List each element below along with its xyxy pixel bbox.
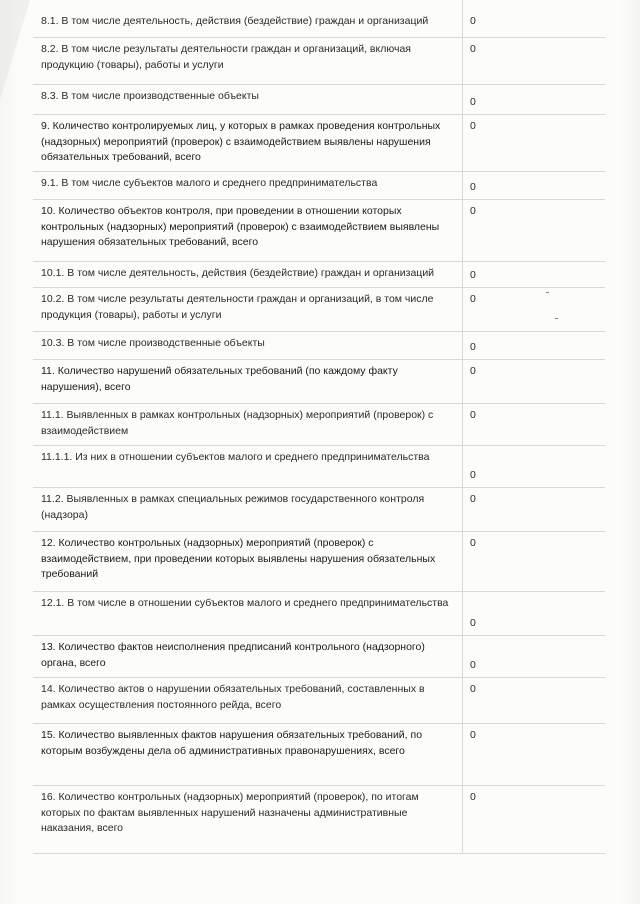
table-row: [33, 115, 605, 172]
row-value: 0: [470, 43, 476, 55]
page-fold-shadow: [0, 0, 30, 100]
table-row: [33, 288, 605, 332]
row-value: 0: [470, 365, 476, 377]
table-row: [33, 0, 605, 38]
row-label: 10.2. В том числе результаты деятельности граждан и организаций, в том числе продукция (товары), работы и услуги: [33, 288, 463, 331]
table-row: [33, 724, 605, 786]
table-row: [33, 678, 605, 724]
report-table: [33, 0, 605, 854]
table-row: [33, 332, 605, 360]
table-row: [33, 200, 605, 262]
row-label: 10.1. В том числе деятельность, действия (бездействие) граждан и организаций: [33, 262, 463, 287]
table-row: [33, 85, 605, 115]
table-row: [33, 404, 605, 446]
table-row: [33, 636, 605, 678]
row-label: 9. Количество контролируемых лиц, у которых в рамках проведения контрольных (надзорных) мероприятий (проверок) с взаимодействием выявлены нарушения обязательных требований, всего: [33, 115, 463, 171]
row-label: 11.1. Выявленных в рамках контрольных (надзорных) мероприятий (проверок) с взаимодействием: [33, 404, 463, 445]
row-value: 0: [470, 409, 476, 421]
row-label: 12.1. В том числе в отношении субъектов малого и среднего предпринимательства: [33, 592, 463, 635]
row-label: 10. Количество объектов контроля, при проведении в отношении которых контрольных (надзорных) мероприятий (проверок) с взаимодействием выявлены нарушения обязательных требований, всего: [33, 200, 463, 261]
table-row: [33, 786, 605, 854]
row-value: 0: [470, 120, 476, 132]
row-value: 0: [470, 658, 476, 671]
table-row: [33, 360, 605, 404]
table-row: [33, 262, 605, 288]
row-value: 0: [470, 95, 476, 108]
row-label: 8.3. В том числе производственные объекты: [33, 85, 463, 114]
row-label: 11.1.1. Из них в отношении субъектов малого и среднего предпринимательства: [33, 446, 463, 487]
row-value: 0: [470, 268, 476, 281]
row-value: 0: [470, 468, 476, 481]
row-label: 14. Количество актов о нарушении обязательных требований, составленных в рамках осуществления постоянного рейда, всего: [33, 678, 463, 723]
row-value: 0: [470, 616, 476, 629]
table-row: [33, 38, 605, 85]
row-value: 0: [470, 791, 476, 803]
row-label: 11. Количество нарушений обязательных требований (по каждому факту нарушения), всего: [33, 360, 463, 403]
row-label: 8.2. В том числе результаты деятельности граждан и организаций, включая продукцию (товары), работы и услуги: [33, 38, 463, 84]
table-row: [33, 532, 605, 592]
row-label: 13. Количество фактов неисполнения предписаний контрольного (надзорного) органа, всего: [33, 636, 463, 677]
row-value: 0: [470, 493, 476, 505]
row-label: 10.3. В том числе производственные объекты: [33, 332, 463, 359]
table-row: [33, 172, 605, 200]
row-label: 11.2. Выявленных в рамках специальных режимов государственного контроля (надзора): [33, 488, 463, 531]
table-row: [33, 488, 605, 532]
row-value: 0: [470, 15, 476, 27]
table-row: [33, 592, 605, 636]
scan-speck: [546, 292, 549, 293]
row-value: 0: [470, 683, 476, 695]
row-value: 0: [470, 537, 476, 549]
row-label: 8.1. В том числе деятельность, действия (бездействие) граждан и организаций: [33, 0, 463, 37]
row-label: 12. Количество контрольных (надзорных) мероприятий (проверок) с взаимодействием, при проведении которых выявлены нарушения обязательных требований: [33, 532, 463, 591]
row-value: 0: [470, 729, 476, 741]
row-value: 0: [470, 293, 476, 305]
scan-speck: [555, 318, 558, 319]
row-value: 0: [470, 180, 476, 193]
table-row: [33, 446, 605, 488]
row-value: 0: [470, 205, 476, 217]
row-label: 9.1. В том числе субъектов малого и среднего предпринимательства: [33, 172, 463, 199]
row-label: 16. Количество контрольных (надзорных) мероприятий (проверок), по итогам которых по фактам выявленных нарушений назначены административные наказания, всего: [33, 786, 463, 853]
row-label: 15. Количество выявленных фактов нарушения обязательных требований, по которым возбуждены дела об административных правонарушениях, всего: [33, 724, 463, 785]
row-value: 0: [470, 340, 476, 353]
